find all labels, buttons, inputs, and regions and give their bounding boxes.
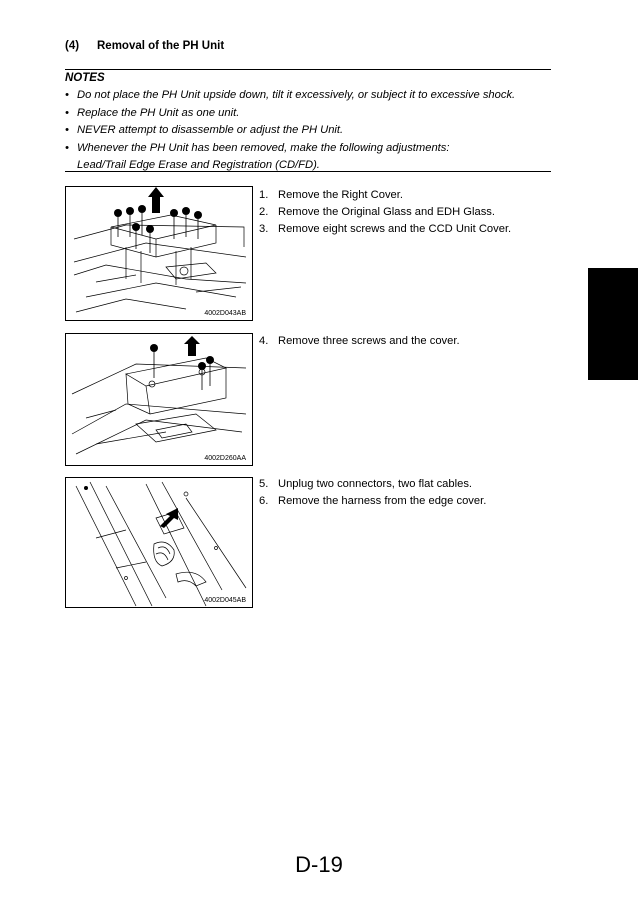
- connectors-flat-cables-illustration: [66, 478, 252, 607]
- notes-heading: NOTES: [65, 72, 105, 84]
- note-item: • Do not place the PH Unit upside down, tilt it excessively, or subject it to excessive shock.: [65, 87, 565, 105]
- section-title: Removal of the PH Unit: [97, 40, 225, 52]
- top-rule: [65, 69, 551, 70]
- ccd-unit-cover-screws-illustration: [66, 187, 252, 320]
- bullet: •: [65, 124, 69, 137]
- figure-cover: [65, 333, 253, 466]
- note-item: • NEVER attempt to disassemble or adjust the PH Unit.: [65, 122, 565, 140]
- bullet: •: [65, 141, 69, 154]
- figure-ccd-unit-cover: [65, 186, 253, 321]
- page-number: D-19: [295, 852, 343, 877]
- figure-code: 4002D045AB: [204, 597, 246, 604]
- note-item: • Whenever the PH Unit has been removed, make the following adjustments:: [65, 140, 565, 158]
- step-item: 1. Remove the Right Cover.: [259, 189, 403, 201]
- figure-connectors: [65, 477, 253, 608]
- figure-code: 4002D260AA: [204, 455, 246, 462]
- step-item: 6. Remove the harness from the edge cover.: [259, 495, 487, 508]
- section-heading: [65, 40, 224, 52]
- notes-list: [65, 87, 565, 175]
- chapter-tab: [588, 268, 638, 380]
- note-item-continuation: Lead/Trail Edge Erase and Registration (CD/FD).: [77, 159, 320, 172]
- steps-group-2: [259, 333, 460, 350]
- step-item: 3. Remove eight screws and the CCD Unit Cover.: [259, 223, 512, 236]
- cover-three-screws-illustration: [66, 334, 252, 465]
- step-item: 4. Remove three screws and the cover.: [259, 335, 460, 347]
- section-number: (4): [65, 40, 80, 52]
- steps-group-1: [259, 187, 511, 239]
- notes-bottom-rule: [65, 171, 551, 172]
- figure-code: 4002D043AB: [204, 310, 246, 317]
- step-item: 5. Unplug two connectors, two flat cables.: [259, 478, 473, 490]
- note-item: • Replace the PH Unit as one unit.: [65, 105, 565, 123]
- step-item: 2. Remove the Original Glass and EDH Glass.: [259, 206, 495, 219]
- bullet: •: [65, 106, 69, 119]
- steps-group-3: [259, 476, 486, 510]
- bullet: •: [65, 89, 69, 101]
